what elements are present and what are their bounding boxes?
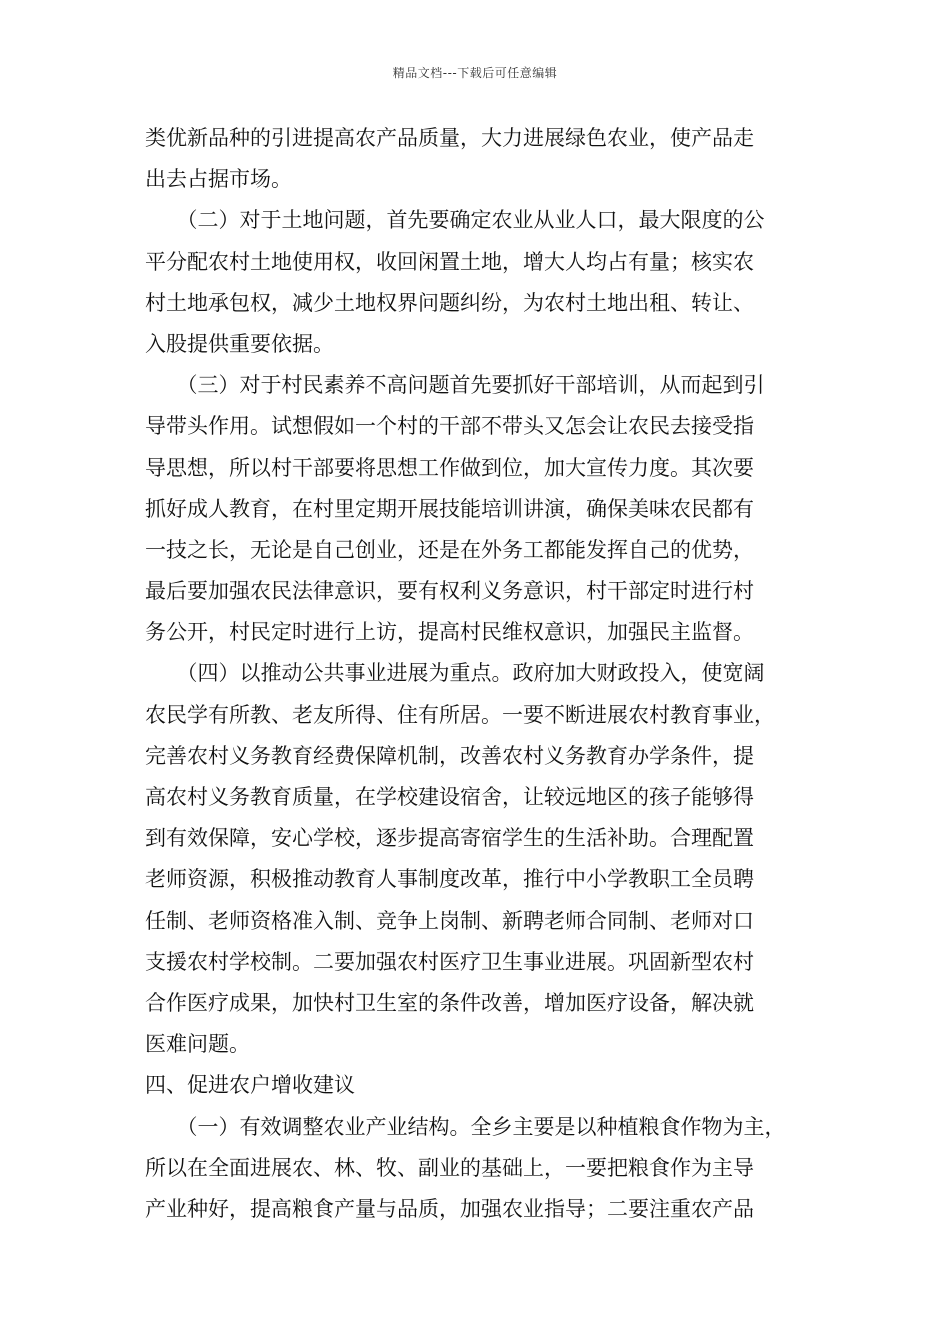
text-line: 出去占据市场。	[145, 167, 292, 192]
text-line: 任制、老师资格准入制、竞争上岗制、新聘老师合同制、老师对口	[145, 908, 754, 933]
text-line: 类优新品种的引进提高农产品质量，大力进展绿色农业，使产品走	[145, 126, 754, 150]
section-heading: 四、促进农户增收建议	[145, 1073, 355, 1098]
text-line: 农民学有所教、老友所得、住有所居。一要不断进展农村教育事业，	[145, 702, 775, 727]
body-text	[145, 118, 825, 1230]
text-line: 到有效保障，安心学校，逐步提高寄宿学生的生活补助。合理配置	[145, 826, 754, 851]
text-line: 老师资源，积极推动教育人事制度改革，推行中小学教职工全员聘	[145, 867, 754, 892]
text-line: 导带头作用。试想假如一个村的干部不带头又怎会让农民去接受指	[145, 414, 754, 439]
text-line: 最后要加强农民法律意识，要有权利义务意识，村干部定时进行村	[145, 579, 754, 604]
text-line: 抓好成人教育，在村里定期开展技能培训讲演，确保美味农民都有	[145, 496, 754, 521]
text-line: 支援农村学校制。二要加强农村医疗卫生事业进展。巩固新型农村	[145, 949, 754, 974]
page-header: 精品文档---下载后可任意编辑	[392, 66, 558, 80]
text-line: 平分配农村土地使用权，收回闲置土地，增大人均占有量；核实农	[145, 249, 754, 274]
text-line: （三）对于村民素养不高问题首先要抓好干部培训，从而起到引	[145, 373, 765, 398]
text-line: 务公开，村民定时进行上访，提高村民维权意识，加强民主监督。	[145, 620, 754, 645]
text-line: 村土地承包权，减少土地权界问题纠纷，为农村土地出租、转让、	[145, 290, 754, 315]
text-line: （二）对于土地问题，首先要确定农业从业人口，最大限度的公	[145, 208, 765, 233]
text-line: 合作医疗成果，加快村卫生室的条件改善，增加医疗设备，解决就	[145, 990, 754, 1015]
text-line: 医难问题。	[145, 1032, 250, 1057]
text-line: （四）以推动公共事业进展为重点。政府加大财政投入，使宽阔	[145, 661, 765, 686]
text-line: （一）有效调整农业产业结构。全乡主要是以种植粮食作物为主，	[145, 1114, 786, 1139]
text-line: 完善农村义务教育经费保障机制，改善农村义务教育办学条件，提	[145, 743, 754, 768]
text-line: 导思想，所以村干部要将思想工作做到位，加大宣传力度。其次要	[145, 455, 754, 480]
text-line: 所以在全面进展农、林、牧、副业的基础上，一要把粮食作为主导	[145, 1155, 754, 1180]
text-line: 高农村义务教育质量，在学校建设宿舍，让较远地区的孩子能够得	[145, 785, 754, 809]
text-line: 产业种好，提高粮食产量与品质，加强农业指导；二要注重农产品	[145, 1196, 754, 1221]
text-line: 入股提供重要依据。	[145, 331, 334, 356]
text-line: 一技之长，无论是自己创业，还是在外务工都能发挥自己的优势，	[145, 537, 754, 562]
